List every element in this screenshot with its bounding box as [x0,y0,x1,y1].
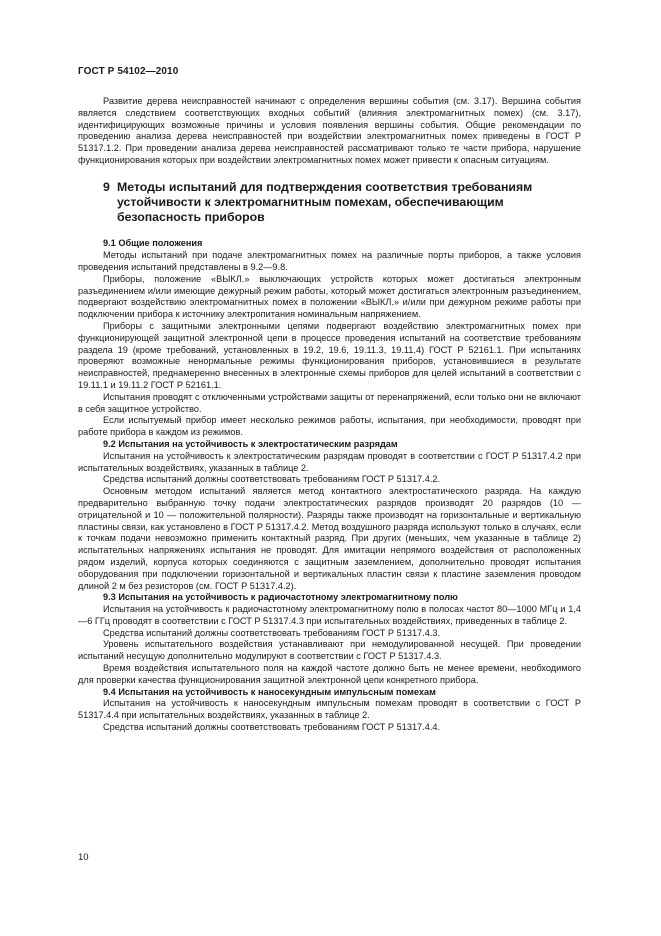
intro-paragraph: Развитие дерева неисправностей начинают с определения вершины события (см. 3.17). Вершина события является следствием соответствующих входных событий (влияния электромагнитных помех) (см. 3.17), идентифицирующих возможные причины и условия появления вершины события. Общие рекомендации по проведению анализа дерева неисправностей при воздействии электромагнитных помех приведены в ГОСТ Р 51317.1.2. При проведении анализа дерева неисправностей рассматривают только те части прибора, нарушение функционирования которых при воздействии электромагнитных помех может привести к опасным ситуациям. [78,96,581,165]
document-body [78,96,581,734]
section-9-heading [78,180,581,226]
paragraph: Время воздействия испытательного поля на каждой частоте должно быть не менее времени, необходимого для проверки качества функционирования защитной электронной цепи конкретного прибора. [78,663,581,685]
paragraph: Испытания на устойчивость к электростатическим разрядам проводят в соответствии с ГОСТ Р 51317.4.2 при испытательных воздействиях, указанных в таблице 2. [78,450,581,473]
paragraph: Испытания на устойчивость к радиочастотному электромагнитному полю в полосах частот 80—1000 МГц и 1,4—6 ГГц проводят в соответствии с ГОСТ Р 51317.4.3 при испытательных воздействиях, приведенных в таблице 2. [78,604,581,626]
paragraph: Приборы с защитными электронными цепями подвергают воздействию электромагнитных помех при функционирующей защитной электронной цепи в процессе проведения испытаний на соответствие требованиям раздела 19 (кроме требований, установленных в 19.2, 19.6, 19.11.3, 19.11.4) ГОСТ Р 52161.1. При испытаниях проверяют возможные ненормальные режимы функционирования приборов, установившиеся в результате неисправностей, преднамеренно внесенных в электронные схемы приборов для целей испытаний в соответствии с 19.11.1 и 19.11.2 ГОСТ Р 52161.1. [78,320,581,390]
paragraph: Если испытуемый прибор имеет несколько режимов работы, испытания, при необходимости, проводят при работе прибора в каждом из режимов. [78,415,581,438]
paragraph: Средства испытаний должны соответствовать требованиям ГОСТ Р 51317.4.4. [103,722,441,733]
section-number: 9 [103,179,110,194]
paragraph: Испытания проводят с отключенными устройствами защиты от перенапряжений, если только они не включают в себя защитное устройство. [78,391,581,414]
paragraph: Испытания на устойчивость к наносекундным импульсным помехам проводят в соответствии с ГОСТ Р 51317.4.4 при испытательных воздействиях, указанных в таблице 2. [78,698,581,721]
document-header: ГОСТ Р 54102—2010 [78,66,179,77]
subsection-9-4-heading: 9.4 Испытания на устойчивость к наносекундным импульсным помехам [103,686,436,697]
subsection-9-2-heading: 9.2 Испытания на устойчивость к электростатическим разрядам [103,438,398,449]
paragraph: Приборы, положение «ВЫКЛ.» выключающих устройств которых может достигаться электронным разъединением и/или имеющие дежурный режим работы, который может достигаться электронным разъединением, подвергают воздействию электромагнитных помех в положении «ВЫКЛ.» и/или при дежурном режиме работы при подключении прибора к источнику электропитания номинальным напряжением. [78,273,581,320]
section-title-rest: устойчивости к электромагнитным помехам, обеспечивающим безопасность приборов [117,194,504,225]
paragraph: Основным методом испытаний является метод контактного электростатического разряда. На каждую предварительно выбранную точку подачи электростатических разрядов производят 20 разрядов (10 — отрицательной и 10 — положительной полярности). Разряды также производят на горизонтальные и вертикальную пластины связи, как установлено в ГОСТ Р 51317.4.2. Метод воздушного разряда используют только в случаях, если к точкам подачи невозможно применить контактный разряд. При других (меньших, чем указанные в таблице 2) испытательных напряжениях испытания не проводят. Для имитации непрямого воздействия от расположенных рядом изделий, корпуса которых соединяются с защитным заземлением, дополнительно проводят испытания оборудования при подключении горизонтальной и вертикальных пластин связи к пластине заземления проводом длиной 2 м без резисторов (см. ГОСТ Р 51317.4.2). [78,486,581,591]
subsection-9-3-heading: 9.3 Испытания на устойчивость к радиочастотному электромагнитному полю [103,592,458,603]
subsection-9-1-heading: 9.1 Общие положения [103,238,203,249]
section-title-line1: Методы испытаний для подтверждения соответствия требованиям [117,179,533,194]
paragraph: Средства испытаний должны соответствовать требованиям ГОСТ Р 51317.4.3. [103,627,441,638]
paragraph: Уровень испытательного воздействия устанавливают при немодулированной несущей. При проведении испытаний несущую дополнительно модулируют в соответствии с ГОСТ Р 51317.4.3. [78,639,581,662]
paragraph: Методы испытаний при подаче электромагнитных помех на различные порты приборов, а также условия проведения испытаний представлены в 9.2—9.8. [78,250,581,272]
paragraph: Средства испытаний должны соответствовать требованиям ГОСТ Р 51317.4.2. [103,474,441,485]
document-page [78,0,581,936]
page-number: 10 [78,852,89,863]
